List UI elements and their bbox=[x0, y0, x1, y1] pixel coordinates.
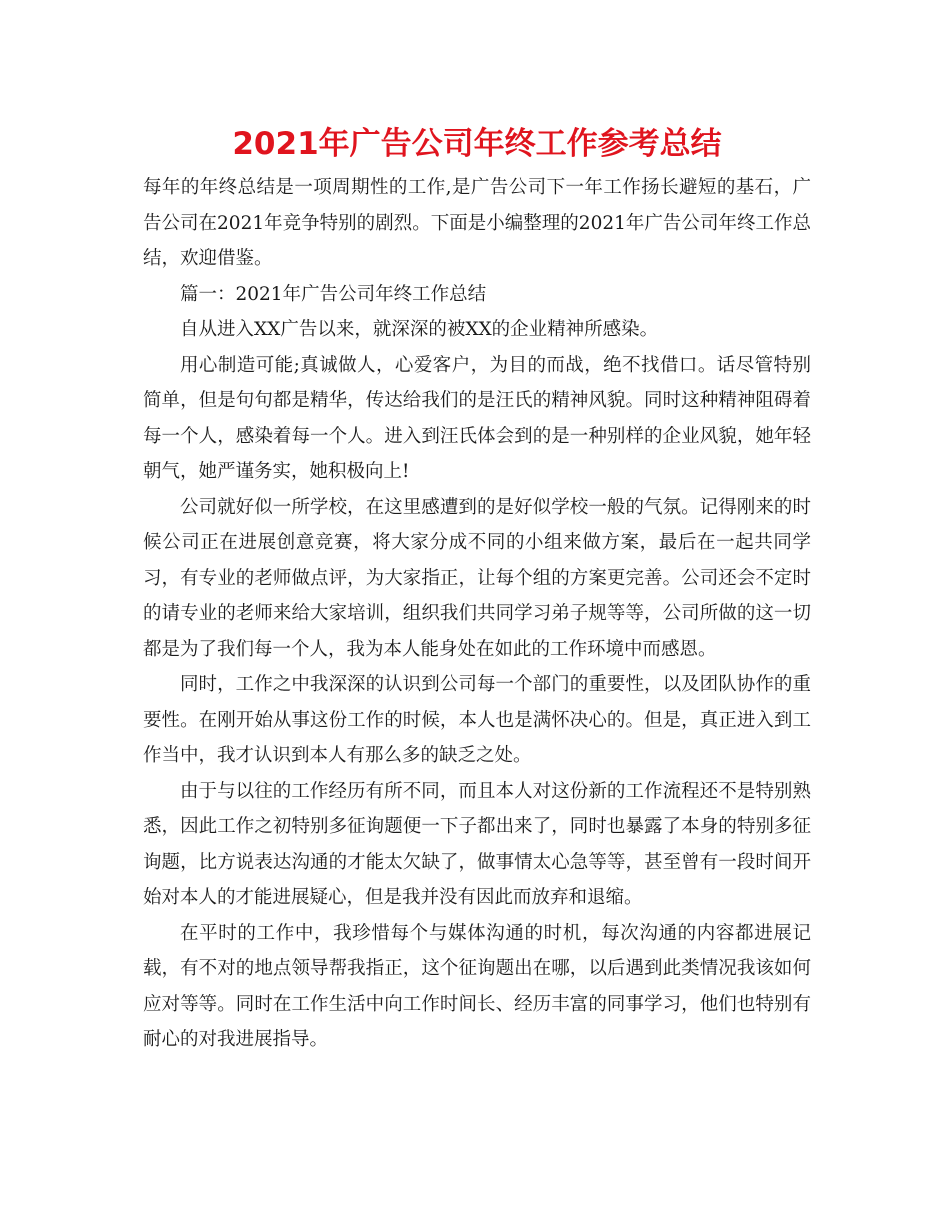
intro-paragraph: 每年的年终总结是一项周期性的工作,是广告公司下一年工作扬长避短的基石，广告公司在2021年竞争特别的剧烈。下面是小编整理的2021年广告公司年终工作总结，欢迎借鉴。 bbox=[143, 177, 811, 269]
body-paragraph: 由于与以往的工作经历有所不同，而且本人对这份新的工作流程还不是特别熟悉，因此工作之初特别多征询题便一下子都出来了，同时也暴露了本身的特别多征询题，比方说表达沟通的才能太欠缺了，做事情太心急等等，甚至曾有一段时间开始对本人的才能进展疑心，但是我并没有因此而放弃和退缩。 bbox=[143, 780, 811, 908]
body-paragraph: 公司就好似一所学校，在这里感遭到的是好似学校一般的气氛。记得刚来的时候公司正在进展创意竞赛，将大家分成不同的小组来做方案，最后在一起共同学习，有专业的老师做点评，为大家指正，让每个组的方案更完善。公司还会不定时的请专业的老师来给大家培训，组织我们共同学习弟子规等等，公司所做的这一切都是为了我们每一个人，我为本人能身处在如此的工作环境中而感恩。 bbox=[143, 496, 811, 660]
document-title: 2021年广告公司年终工作参考总结 bbox=[232, 126, 722, 162]
body-paragraph: 自从进入XX广告以来，就深深的被XX的企业精神所感染。 bbox=[180, 319, 659, 340]
document-page bbox=[143, 118, 811, 1058]
body-paragraph: 同时，工作之中我深深的认识到公司每一个部门的重要性，以及团队协作的重要性。在刚开始从事这份工作的时候，本人也是满怀决心的。但是，真正进入到工作当中，我才认识到本人有那么多的缺乏之处。 bbox=[143, 674, 811, 766]
body-paragraph: 在平时的工作中，我珍惜每个与媒体沟通的时机，每次沟通的内容都进展记载，有不对的地点领导帮我指正，这个征询题出在哪，以后遇到此类情况我该如何应对等等。同时在工作生活中向工作时间长、经历丰富的同事学习，他们也特别有耐心的对我进展指导。 bbox=[143, 922, 811, 1050]
section-heading: 篇一：2021年广告公司年终工作总结 bbox=[180, 283, 487, 305]
body-paragraph: 用心制造可能;真诚做人，心爱客户，为目的而战，绝不找借口。话尽管特别简单，但是句句都是精华，传达给我们的是汪氏的精神风貌。同时这种精神阻碍着每一个人，感染着每一个人。进入到汪氏体会到的是一种别样的企业风貌，她年轻朝气，她严谨务实，她积极向上! bbox=[143, 354, 811, 482]
